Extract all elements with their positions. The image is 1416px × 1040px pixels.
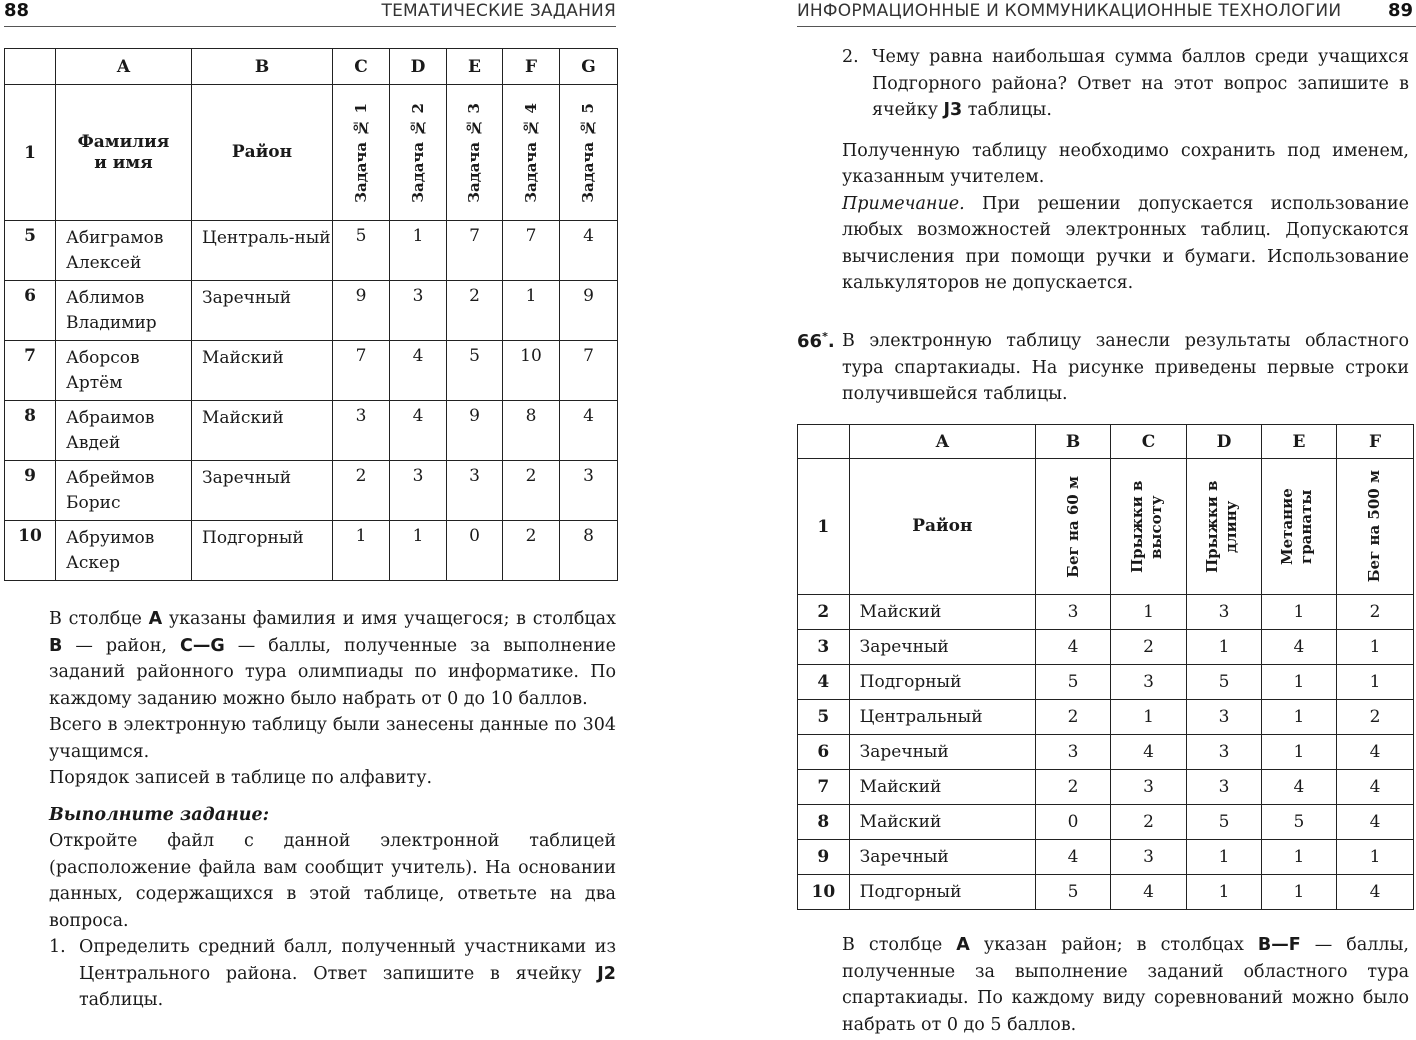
column-header: G (560, 49, 618, 85)
header-cell-task (503, 85, 560, 221)
score-cell: 1 (1111, 595, 1187, 630)
score-cell: 4 (1261, 630, 1336, 665)
table-row (5, 281, 618, 341)
score-cell: 1 (390, 221, 447, 281)
row-number: 8 (5, 401, 56, 461)
column-header: A (56, 49, 192, 85)
text-run: — баллы, полученные за выполнение заданий районного тура олимпиады по информатике. По каждому заданию можно было набрать от 0 до 10 баллов. (49, 635, 616, 709)
question-2 (842, 44, 1409, 124)
score-cell: 1 (1261, 735, 1336, 770)
bold-run: A (956, 935, 970, 955)
header-cell-task (560, 85, 618, 221)
score-cell: 3 (1187, 595, 1262, 630)
score-cell: 2 (1036, 770, 1111, 805)
table-row (798, 735, 1414, 770)
table-row (5, 341, 618, 401)
header-text: Фамилия и имя (77, 131, 170, 173)
task-star: * (822, 330, 828, 343)
student-name-cell: Аблимов Владимир (56, 281, 192, 341)
vertical-header: Бег на 60 м (1063, 475, 1082, 578)
table-row (798, 665, 1414, 700)
score-cell: 4 (390, 401, 447, 461)
task-number-suffix: . (827, 331, 835, 352)
table-row (798, 630, 1414, 665)
table-row (5, 521, 618, 581)
records-count-paragraph: Всего в электронную таблицу были занесены данные по 304 учащимся. (49, 715, 616, 762)
column-header: B (1036, 425, 1111, 459)
score-cell: 1 (333, 521, 390, 581)
score-cell: 1 (1261, 840, 1336, 875)
column-header: F (503, 49, 560, 85)
column-header: E (447, 49, 503, 85)
score-cell: 4 (1336, 770, 1413, 805)
score-cell: 3 (390, 461, 447, 521)
row-number: 7 (798, 770, 850, 805)
score-cell: 0 (1036, 805, 1111, 840)
district-cell: Майский (192, 341, 333, 401)
task-heading: Выполните задание: (49, 804, 270, 825)
column-header: C (333, 49, 390, 85)
score-cell: 2 (1111, 630, 1187, 665)
task-66-text: В электронную таблицу занесли результаты областного тура спартакиады. На рисунке приведены первые строки получившейся таблицы. (842, 331, 1409, 404)
district-cell: Майский (849, 595, 1035, 630)
score-cell: 3 (1187, 770, 1262, 805)
instructions-paragraph: Откройте файл с данной электронной таблицей (расположение файла вам сообщит учитель). На основании данных, содержащихся в этой таблице, ответьте на два вопроса. (49, 831, 616, 931)
vertical-header: Метание гранаты (1277, 488, 1315, 565)
bold-run: J2 (597, 963, 616, 984)
score-cell: 2 (503, 461, 560, 521)
sports-table (797, 424, 1414, 910)
row-number: 4 (798, 665, 850, 700)
score-cell: 4 (560, 401, 618, 461)
text-run: таблицы. (962, 100, 1052, 120)
score-cell: 2 (447, 281, 503, 341)
score-cell: 5 (1187, 665, 1262, 700)
score-cell: 2 (1111, 805, 1187, 840)
row-number: 7 (5, 341, 56, 401)
student-name-cell: Абиграмов Алексей (56, 221, 192, 281)
row-number: 10 (798, 875, 850, 910)
header-cell-event (1111, 459, 1187, 595)
score-cell: 2 (1336, 595, 1413, 630)
right-running-title: ИНФОРМАЦИОННЫЕ И КОММУНИКАЦИОННЫЕ ТЕХНОЛОГИИ (797, 1, 1342, 21)
description-paragraph (49, 606, 616, 1014)
row-number: 3 (798, 630, 850, 665)
score-cell: 4 (1336, 805, 1413, 840)
header-cell-event (1036, 459, 1111, 595)
text-run: — район, (62, 635, 180, 656)
table-row (5, 461, 618, 521)
corner-cell (798, 425, 850, 459)
table-row (798, 840, 1414, 875)
table-row (798, 595, 1414, 630)
text-run: — баллы, полученные за выполнение заданий областного тура спартакиады. По каждому виду соревнований можно было набрать от 0 до 5 баллов. (842, 935, 1409, 1035)
row-number: 10 (5, 521, 56, 581)
left-running-head (4, 0, 616, 27)
table-header-row (5, 85, 618, 221)
corner-cell (5, 49, 56, 85)
right-running-head (797, 0, 1416, 27)
row-number: 9 (5, 461, 56, 521)
column-header-row (5, 49, 618, 85)
header-cell-district: Район (192, 85, 333, 221)
score-cell: 7 (503, 221, 560, 281)
header-cell-name (56, 85, 192, 221)
score-cell: 3 (560, 461, 618, 521)
note-paragraph (842, 191, 1409, 297)
column-header: A (849, 425, 1035, 459)
score-cell: 1 (1261, 700, 1336, 735)
right-page (708, 0, 1416, 1040)
student-name-cell: Абраимов Авдей (56, 401, 192, 461)
row-number: 5 (798, 700, 850, 735)
score-cell: 3 (1187, 700, 1262, 735)
score-cell: 2 (1336, 700, 1413, 735)
score-cell: 5 (333, 221, 390, 281)
score-cell: 2 (333, 461, 390, 521)
score-cell: 3 (1187, 735, 1262, 770)
score-cell: 1 (1187, 840, 1262, 875)
score-cell: 5 (1261, 805, 1336, 840)
student-name-cell: Абруимов Аскер (56, 521, 192, 581)
column-header-row (798, 425, 1414, 459)
column-header: D (390, 49, 447, 85)
page-number-right: 89 (1387, 0, 1413, 21)
score-cell: 3 (1111, 840, 1187, 875)
score-cell: 7 (560, 341, 618, 401)
score-cell: 1 (1261, 595, 1336, 630)
score-cell: 3 (1036, 735, 1111, 770)
row-number: 8 (798, 805, 850, 840)
text-run: В столбце (842, 935, 957, 955)
score-cell: 7 (333, 341, 390, 401)
left-running-title: ТЕМАТИЧЕСКИЕ ЗАДАНИЯ (381, 1, 616, 21)
district-cell: Майский (849, 770, 1035, 805)
score-cell: 9 (560, 281, 618, 341)
row-number: 1 (798, 459, 850, 595)
text-run: указаны фамилия и имя учащегося; в столбцах (162, 609, 616, 629)
district-cell: Заречный (849, 840, 1035, 875)
olympiad-table (4, 48, 618, 581)
bold-run: B—F (1257, 935, 1301, 955)
table-row (798, 770, 1414, 805)
district-cell: Заречный (192, 281, 333, 341)
text-run: В столбце (49, 609, 149, 629)
column-header: F (1336, 425, 1413, 459)
district-cell: Подгорный (192, 521, 333, 581)
score-cell: 2 (503, 521, 560, 581)
page-number-left: 88 (4, 0, 30, 21)
olympiad-table-body (5, 221, 618, 581)
text-run: указан район; в столбцах (969, 935, 1258, 955)
vertical-header: Прыжки в длину (1203, 480, 1240, 573)
score-cell: 3 (1111, 770, 1187, 805)
header-cell-task (447, 85, 503, 221)
bold-run: A (148, 609, 163, 629)
order-paragraph: Порядок записей в таблице по алфавиту. (49, 768, 433, 788)
column-header: E (1261, 425, 1336, 459)
district-cell: Центральный (849, 700, 1035, 735)
score-cell: 3 (447, 461, 503, 521)
vertical-header: Задача № 1 (351, 102, 370, 203)
vertical-header: Прыжки в высоту (1127, 480, 1165, 573)
row-number: 5 (5, 221, 56, 281)
sports-table-body (798, 595, 1414, 910)
student-name-cell: Аборсов Артём (56, 341, 192, 401)
sports-description-paragraph (842, 932, 1409, 1038)
district-cell: Заречный (849, 630, 1035, 665)
score-cell: 4 (1111, 735, 1187, 770)
row-number: 2 (798, 595, 850, 630)
table-row (798, 875, 1414, 910)
vertical-header: Задача № 5 (579, 102, 597, 203)
district-cell: Централь-ный (192, 221, 333, 281)
text-run: Определить средний балл, полученный участниками из Центрального района. Ответ запишите в ячейку (79, 937, 616, 984)
question-1 (49, 934, 616, 1014)
score-cell: 9 (333, 281, 390, 341)
score-cell: 1 (1187, 630, 1262, 665)
vertical-header: Бег на 500 м (1365, 470, 1384, 583)
task-number (797, 330, 835, 352)
score-cell: 4 (1261, 770, 1336, 805)
score-cell: 4 (1336, 735, 1413, 770)
note-label: Примечание. (842, 193, 965, 214)
bold-run: C—G (180, 635, 225, 656)
text-run: При решении допускается использование любых возможностей электронных таблиц. Допускаются вычисления при помощи ручки и бумаги. Использование калькуляторов не допускается. (842, 193, 1409, 293)
table-row (798, 805, 1414, 840)
score-cell: 1 (1261, 875, 1336, 910)
row-number: 9 (798, 840, 850, 875)
vertical-header: Задача № 4 (521, 102, 540, 203)
row-number: 1 (5, 85, 56, 221)
score-cell: 1 (390, 521, 447, 581)
district-cell: Майский (192, 401, 333, 461)
bold-run: J3 (943, 100, 963, 120)
score-cell: 4 (1036, 630, 1111, 665)
header-cell-task (390, 85, 447, 221)
row-number: 6 (5, 281, 56, 341)
header-cell-event (1336, 459, 1413, 595)
score-cell: 5 (1036, 665, 1111, 700)
district-cell: Подгорный (849, 665, 1035, 700)
question-number: 1. (49, 937, 66, 957)
score-cell: 3 (390, 281, 447, 341)
save-paragraph: Полученную таблицу необходимо сохранить под именем, указанным учителем. (842, 140, 1409, 187)
score-cell: 0 (447, 521, 503, 581)
score-cell: 4 (1336, 875, 1413, 910)
score-cell: 1 (1111, 700, 1187, 735)
score-cell: 1 (1187, 875, 1262, 910)
score-cell: 4 (390, 341, 447, 401)
score-cell: 4 (1036, 840, 1111, 875)
vertical-header: Задача № 2 (408, 102, 427, 203)
score-cell: 2 (1036, 700, 1111, 735)
score-cell: 1 (1336, 630, 1413, 665)
header-cell-district: Район (849, 459, 1035, 595)
score-cell: 4 (560, 221, 618, 281)
score-cell: 4 (1111, 875, 1187, 910)
district-cell: Подгорный (849, 875, 1035, 910)
continuation-block (842, 44, 1409, 297)
header-cell-event (1261, 459, 1336, 595)
score-cell: 5 (447, 341, 503, 401)
score-cell: 10 (503, 341, 560, 401)
header-cell-event (1187, 459, 1262, 595)
score-cell: 1 (1336, 665, 1413, 700)
table-header-row (798, 459, 1414, 595)
score-cell: 3 (333, 401, 390, 461)
question-number: 2. (842, 47, 859, 67)
student-name-cell: Абреймов Борис (56, 461, 192, 521)
column-header: B (192, 49, 333, 85)
score-cell: 1 (503, 281, 560, 341)
district-cell: Заречный (849, 735, 1035, 770)
task-number-value: 66 (797, 331, 823, 352)
score-cell: 3 (1036, 595, 1111, 630)
text-run: Чему равна наибольшая сумма баллов среди учащихся Подгорного района? Ответ на этот вопрос запишите в ячейку (872, 47, 1409, 120)
header-cell-task (333, 85, 390, 221)
column-header: D (1187, 425, 1262, 459)
table-row (5, 401, 618, 461)
score-cell: 7 (447, 221, 503, 281)
district-cell: Майский (849, 805, 1035, 840)
table-row (798, 700, 1414, 735)
text-run: таблицы. (79, 990, 164, 1010)
score-cell: 1 (1261, 665, 1336, 700)
score-cell: 5 (1036, 875, 1111, 910)
column-header: C (1111, 425, 1187, 459)
bold-run: B (49, 635, 63, 656)
score-cell: 8 (560, 521, 618, 581)
score-cell: 3 (1111, 665, 1187, 700)
vertical-header: Задача № 3 (465, 102, 483, 203)
row-number: 6 (798, 735, 850, 770)
score-cell: 1 (1336, 840, 1413, 875)
district-cell: Заречный (192, 461, 333, 521)
score-cell: 8 (503, 401, 560, 461)
score-cell: 5 (1187, 805, 1262, 840)
table-row (5, 221, 618, 281)
score-cell: 9 (447, 401, 503, 461)
